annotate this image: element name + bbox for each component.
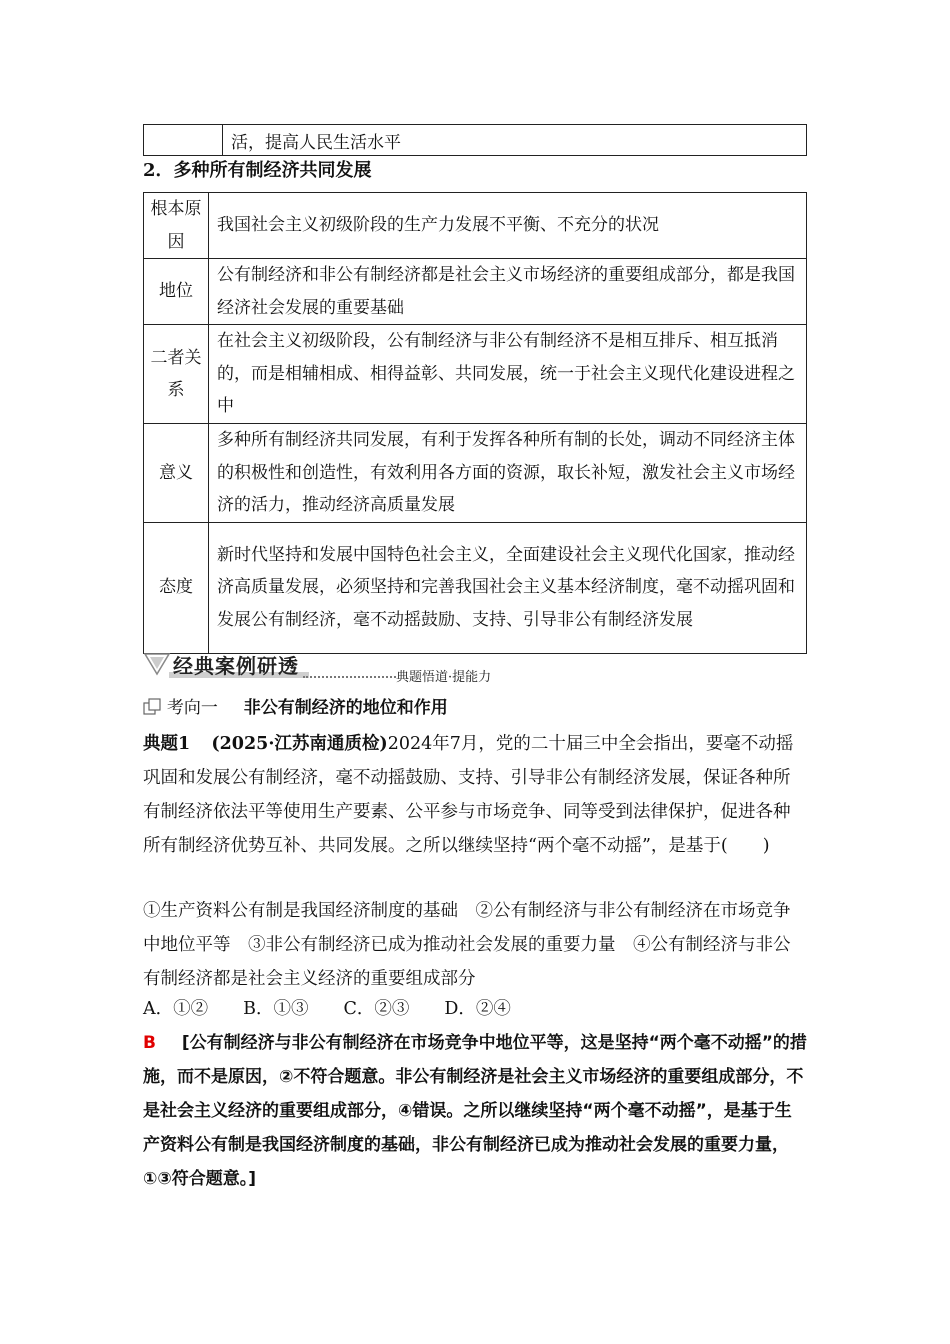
answer-explanation (143, 1026, 807, 1196)
table-row (144, 424, 807, 523)
row-value: 在社会主义初级阶段，公有制经济与非公有制经济不是相互排斥、相互抵消的，而是相辅相成、相得益彰、共同发展，统一于社会主义现代化建设进程之中 (209, 325, 807, 424)
row-key: 意义 (144, 424, 209, 523)
question-options: A．①② B．①③ C．②③ D．②④ (143, 999, 511, 1019)
row-key: 地位 (144, 259, 209, 325)
table-row (144, 325, 807, 424)
top-table-right-cell: 活，提高人民生活水平 (223, 125, 807, 156)
table-row (144, 522, 807, 653)
row-value: 新时代坚持和发展中国特色社会主义，全面建设社会主义现代化国家，推动经济高质量发展，必须坚持和完善我国社会主义基本经济制度，毫不动摇巩固和发展公有制经济，毫不动摇鼓励、支持、引导非公有制经济发展 (209, 522, 807, 653)
row-key: 态度 (144, 522, 209, 653)
row-key: 根本原因 (144, 193, 209, 259)
direction-title: 非公有制经济的地位和作用 (243, 698, 448, 718)
row-value: 多种所有制经济共同发展，有利于发挥各种所有制的长处，调动不同经济主体的积极性和创造性，有效利用各方面的资源，取长补短，激发社会主义市场经济的活力，推动经济高质量发展 (209, 424, 807, 523)
banner-dotted-line (303, 676, 396, 678)
direction-label: 考向一 (166, 698, 218, 718)
row-value: 公有制经济和非公有制经济都是社会主义市场经济的重要组成部分，都是我国经济社会发展的重要基础 (209, 259, 807, 325)
banner-title: 经典案例研透 (173, 654, 299, 678)
banner-subtitle: 典题悟道·提能力 (396, 670, 492, 685)
section-banner (143, 650, 543, 686)
ownership-table (143, 192, 807, 654)
question-text: 2024年7月，党的二十届三中全会指出，要毫不动摇巩固和发展公有制经济，毫不动摇鼓励、支持、引导非公有制经济发展，保证各种所有制经济依法平等使用生产要素、公平参与市场竞争、同等受到法律保护，促进各种所有制经济优势互补、共同发展。之所以继续坚持“两个毫不动摇”，是基于( ) (143, 734, 794, 856)
question-source: (2025·江苏南通质检) (211, 734, 388, 754)
section-title: 2．多种所有制经济共同发展 (143, 160, 372, 181)
question-label: 典题1 (143, 734, 191, 754)
top-table-fragment (143, 124, 807, 156)
nested-squares-icon (143, 698, 161, 716)
table-row (144, 193, 807, 259)
question-stem (143, 727, 807, 863)
row-value: 我国社会主义初级阶段的生产力发展不平衡、不充分的状况 (209, 193, 807, 259)
answer-letter: B (143, 1033, 156, 1053)
top-table-left-cell (144, 125, 223, 156)
table-row (144, 259, 807, 325)
question-items: ①生产资料公有制是我国经济制度的基础 ②公有制经济与非公有制经济在市场竞争中地位平等 ③非公有制经济已成为推动社会发展的重要力量 ④公有制经济与非公有制经济都是社会主义经济的重要组成部分 (143, 901, 791, 989)
answer-text: [公有制经济与非公有制经济在市场竞争中地位平等，这是坚持“两个毫不动摇”的措施，而不是原因，②不符合题意。非公有制经济是社会主义市场经济的重要组成部分，不是社会主义经济的重要组成部分，④错误。之所以继续坚持“两个毫不动摇”，是基于生产资料公有制是我国经济制度的基础，非公有制经济已成为推动社会发展的重要力量，①③符合题意。] (143, 1033, 807, 1189)
direction-heading (143, 696, 448, 720)
row-key: 二者关系 (144, 325, 209, 424)
triangle-marker-icon (143, 652, 171, 678)
